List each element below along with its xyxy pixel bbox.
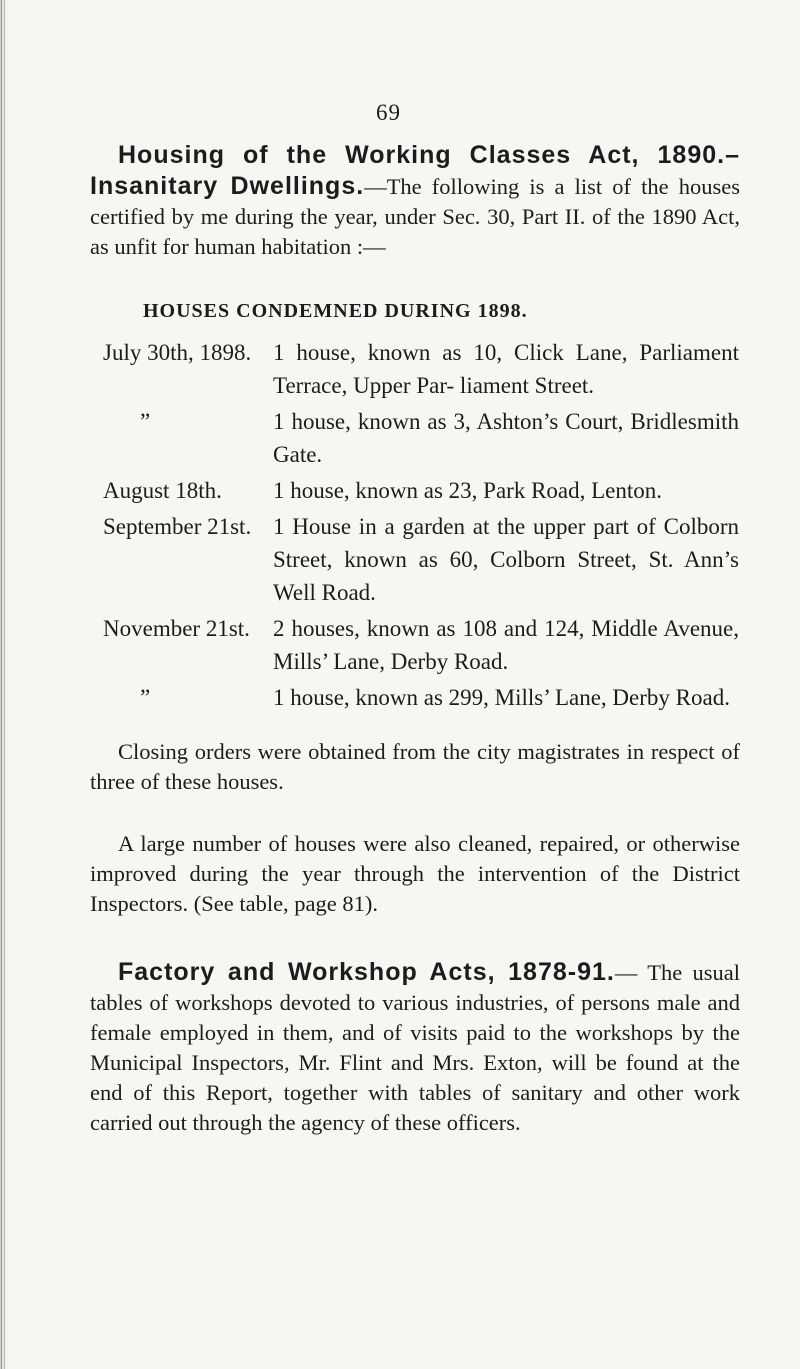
housing-act-heading: Housing of the Working Classes Act, 1890.–Insanitary Dwellings. [90, 141, 740, 200]
factory-acts-text: — The usual tables of workshops devoted to various industries, of persons male and female employed in them, and of visits paid to the workshops by the Municipal Inspectors, Mr. Flint and Mrs. Exton, will be found at the end of this Report, together with tables of sanitary and other work carried out through the agency of these officers. [90, 960, 741, 1135]
entry-date: July 30th, 1898. [103, 340, 252, 365]
entry-description: 1 house, known as 299, Mills’ Lane, Derby Road. [273, 685, 730, 710]
entry-date: ” [140, 685, 151, 710]
closing-orders-paragraph: Closing orders were obtained from the city magistrates in respect of three of these houses. [90, 739, 740, 794]
housing-act-paragraph [90, 140, 740, 262]
factory-acts-heading: Factory and Workshop Acts, 1878-91. [118, 958, 615, 986]
page-number: 69 [376, 100, 401, 125]
factory-acts-paragraph [90, 957, 740, 1138]
entry-date: November 21st. [103, 616, 250, 641]
improved-houses-paragraph: A large number of houses were also cleaned, repaired, or otherwise improved during the year through the intervention of the District Inspectors. (See table, page 81). [90, 831, 740, 916]
entry-date: August 18th. [103, 478, 222, 503]
gutter-line [4, 0, 5, 1369]
condemned-houses-title: HOUSES CONDEMNED DURING 1898. [143, 300, 528, 322]
housing-act-text: —The following is a list of the houses certified by me during the year, under Sec. 30, Part II. of the 1890 Act, as unfit for human habitation :— [90, 174, 740, 259]
entry-description: 1 house, known as 3, Ashton’s Court, Bridlesmith Gate. [273, 409, 739, 467]
entry-description: 2 houses, known as 108 and 124, Middle Avenue, Mills’ Lane, Derby Road. [273, 616, 739, 674]
entry-date: September 21st. [103, 514, 252, 539]
gutter-line [1, 0, 2, 1369]
entry-description: 1 house, known as 10, Click Lane, Parliament Terrace, Upper Par- liament Street. [273, 340, 739, 398]
entry-description: 1 house, known as 23, Park Road, Lenton. [273, 478, 663, 503]
entry-date: ” [140, 409, 151, 434]
entry-description: 1 House in a garden at the upper part of Colborn Street, known as 60, Colborn Street, St. Ann’s Well Road. [273, 514, 739, 605]
